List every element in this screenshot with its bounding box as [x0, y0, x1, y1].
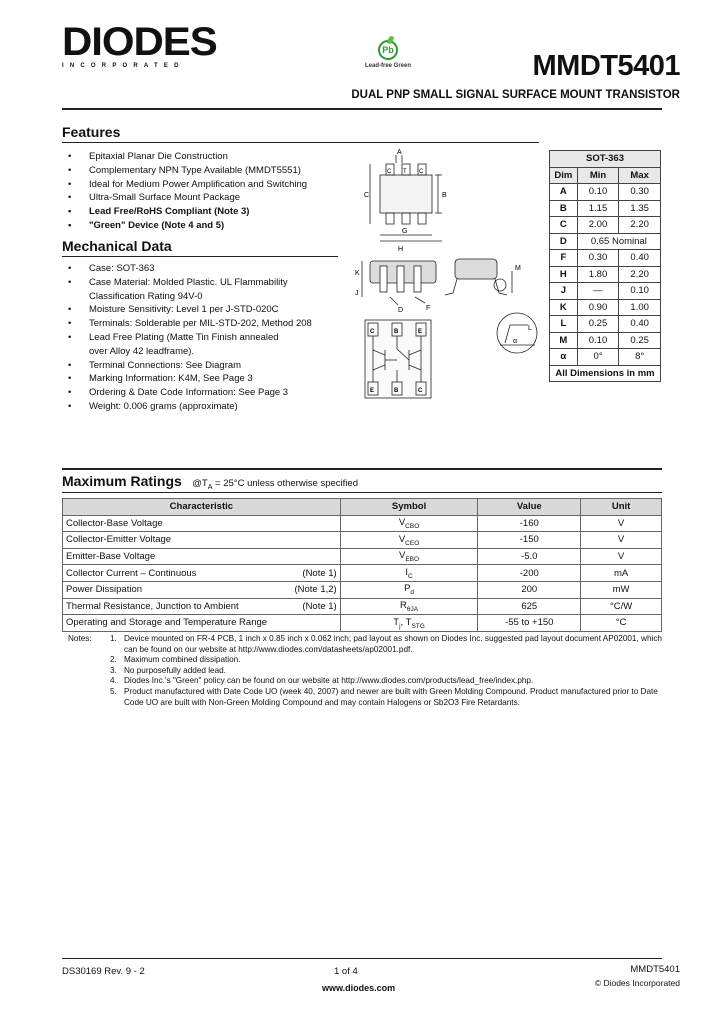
dim-cell: H [550, 266, 578, 283]
table-row [550, 266, 661, 283]
dim-label-alpha: α [513, 338, 518, 345]
value-cell: -5.0 [478, 548, 581, 565]
note-item [110, 655, 668, 666]
value-cell: 200 [478, 581, 581, 598]
note-item [110, 665, 668, 677]
list-item: • Marking Information: K4M, See Page 3 [68, 372, 312, 386]
characteristic-text: Emitter-Base Voltage [66, 551, 156, 563]
value-cell: -160 [478, 515, 581, 532]
min-cell: 0.10 [577, 332, 619, 349]
symbol-sub: θJA [406, 605, 419, 613]
end-view-drawing [445, 259, 537, 353]
list-item: • Terminal Connections: See Diagram [68, 359, 312, 373]
max-cell: 0.40 [619, 250, 661, 267]
dim-table-title: SOT-363 [550, 151, 661, 168]
maximum-ratings-table [62, 498, 662, 632]
unit-cell: °C [581, 615, 662, 632]
min-cell: — [577, 283, 619, 300]
pin-e1-label: E [418, 329, 423, 335]
dim-label-m: M [515, 265, 521, 272]
note-number: 1. [110, 634, 117, 643]
ratings-heading: Maximum Ratings [62, 473, 182, 489]
max-cell: 2.20 [619, 266, 661, 283]
lead-free-badge [358, 40, 418, 80]
min-cell: 0.30 [577, 250, 619, 267]
list-item: • Ultra-Small Surface Mount Package [68, 191, 307, 205]
dim-label-f: F [426, 305, 431, 312]
copyright: © Diodes Incorporated [594, 978, 680, 988]
ratings-condition [192, 478, 358, 489]
characteristic-cell [63, 532, 341, 549]
dim-label-g: G [402, 228, 408, 235]
table-row [550, 332, 661, 349]
table-row [63, 565, 662, 582]
unit-cell: V [581, 532, 662, 549]
table-row [550, 283, 661, 300]
unit-cell: mW [581, 581, 662, 598]
pin-c1-label: C [418, 388, 423, 394]
website-link[interactable]: www.diodes.com [322, 983, 396, 993]
ratings-header: Characteristic [63, 499, 341, 516]
dim-cell: A [550, 184, 578, 201]
characteristic-text: Thermal Resistance, Junction to Ambient [66, 600, 239, 612]
list-item: • Moisture Sensitivity: Level 1 per J-STD-020C [68, 303, 312, 317]
min-cell: 1.15 [577, 200, 619, 217]
side-view-drawing [362, 261, 436, 305]
list-item: • Lead Free Plating (Matte Tin Finish annealed [68, 331, 312, 345]
note-number: 2. [110, 655, 117, 665]
table-row [550, 250, 661, 267]
condition-prefix: @T [192, 478, 208, 489]
note-text: Product manufactured with Date Code UO (week 40, 2007) and newer are built with Green Molding Compound. Product manufactured prior to Date Code UO are built with Non-Green Molding Compound and may contain Halogens or Sb2O3 Fire Retardants. [124, 686, 658, 707]
dimension-table [549, 150, 661, 382]
characteristic-text: Power Dissipation [66, 584, 143, 596]
note-text: No purposefully added lead. [124, 665, 226, 675]
dim-cell: M [550, 332, 578, 349]
footer-divider [62, 958, 662, 959]
value-cell: 625 [478, 598, 581, 615]
ratings-top-divider [62, 468, 662, 470]
max-cell: 8° [619, 349, 661, 366]
table-row [550, 299, 661, 316]
value-cell: -150 [478, 532, 581, 549]
notes-label: Notes: [68, 634, 92, 643]
dim-cell: K [550, 299, 578, 316]
notes-list [110, 634, 668, 708]
symbol-cell [340, 515, 478, 532]
note-text: Maximum combined dissipation. [124, 655, 241, 665]
pin-b1-label: B [394, 329, 399, 335]
note-number: 5. [110, 686, 117, 696]
max-cell: 1.00 [619, 299, 661, 316]
characteristic-cell [63, 581, 341, 598]
symbol-cell [340, 615, 478, 632]
dim-label-l: L [528, 325, 532, 332]
dim-label-d: D [398, 307, 404, 314]
unit-cell: V [581, 548, 662, 565]
symbol-sub: EBO [405, 556, 420, 564]
symbol-text: V [398, 533, 406, 545]
page-number: 1 of 4 [334, 966, 358, 977]
package-outline-diagram [340, 145, 545, 410]
header-divider [62, 108, 662, 110]
max-cell: 0.25 [619, 332, 661, 349]
note-text: Diodes Inc.'s "Green" policy can be found on our website at http://www.diodes.com/products/lead_free/index.php. [124, 676, 534, 686]
note-ref: (Note 1,2) [294, 584, 337, 596]
characteristic-cell [63, 598, 341, 615]
pb-leaf-icon: Pb [378, 40, 398, 60]
ratings-header: Unit [581, 499, 662, 516]
characteristic-text: Collector-Base Voltage [66, 517, 163, 529]
characteristic-cell [63, 515, 341, 532]
unit-cell: mA [581, 565, 662, 582]
dim-label-k: K [355, 270, 360, 277]
note-item [110, 676, 668, 687]
diodes-logo [62, 22, 222, 72]
characteristic-cell [63, 565, 341, 582]
min-cell: 0.10 [577, 184, 619, 201]
symbol-text: R [400, 599, 407, 611]
symbol-text: P [404, 583, 411, 595]
part-number-title: MMDT5401 [532, 50, 680, 82]
symbol-text: V [398, 516, 406, 528]
table-row [550, 233, 661, 250]
dim-cell: F [550, 250, 578, 267]
list-item: • Complementary NPN Type Available (MMDT5551) [68, 164, 307, 178]
dim-header: Max [619, 167, 661, 184]
dim-label-h: H [398, 246, 404, 253]
dim-cell: D [550, 233, 578, 250]
dim-table-footer: All Dimensions in mm [550, 365, 661, 382]
min-cell: 0.25 [577, 316, 619, 333]
dim-label-b: B [442, 192, 447, 199]
characteristic-cell [63, 548, 341, 565]
note-item [110, 686, 668, 708]
pin-e2-label: E [370, 388, 375, 394]
list-item: • Terminals: Solderable per MIL-STD-202, Method 208 [68, 317, 312, 331]
dim-header: Min [577, 167, 619, 184]
dim-label-c: C [364, 192, 370, 199]
note-ref: (Note 1) [302, 600, 337, 612]
mechanical-rule [62, 256, 338, 257]
max-cell: 2.20 [619, 217, 661, 234]
pin-c2-label: C [370, 329, 375, 335]
pin-label: T [403, 169, 407, 175]
value-cell: -55 to +150 [478, 615, 581, 632]
max-cell: 1.35 [619, 200, 661, 217]
list-item: • Case: SOT-363 [68, 262, 312, 276]
list-item: • Lead Free/RoHS Compliant (Note 3) [68, 205, 307, 219]
symbol-cell [340, 581, 478, 598]
features-rule [62, 142, 539, 143]
unit-cell: V [581, 515, 662, 532]
max-cell: 0.10 [619, 283, 661, 300]
ratings-heading-line [62, 473, 358, 491]
table-row [63, 615, 662, 632]
table-row [550, 316, 661, 333]
table-row [63, 581, 662, 598]
dim-header: Dim [550, 167, 578, 184]
symbol-text: T [393, 616, 400, 628]
pin-label: C [387, 169, 392, 175]
unit-cell: °C/W [581, 598, 662, 615]
list-item: • Ordering & Date Code Information: See Page 3 [68, 386, 312, 400]
min-cell: 0° [577, 349, 619, 366]
ratings-header: Value [478, 499, 581, 516]
max-cell: 0.30 [619, 184, 661, 201]
min-cell: 1.80 [577, 266, 619, 283]
list-item: • Case Material: Molded Plastic. UL Flammability [68, 276, 312, 290]
table-row [63, 532, 662, 549]
symbol-cell [340, 598, 478, 615]
table-row [550, 184, 661, 201]
characteristic-text: Collector-Emitter Voltage [66, 534, 172, 546]
symbol-cell [340, 532, 478, 549]
note-item [110, 634, 668, 655]
list-item-text: over Alloy 42 leadframe). [89, 345, 195, 357]
dim-cell: C [550, 217, 578, 234]
condition-suffix: = 25°C unless otherwise specified [212, 478, 358, 489]
nominal-cell: 0.65 Nominal [577, 233, 660, 250]
symbol-sub-2: STG [411, 622, 425, 630]
dim-cell: α [550, 349, 578, 366]
lead-free-label: Lead-free Green [364, 63, 412, 69]
value-cell: -200 [478, 565, 581, 582]
list-item-text: Classification Rating 94V-0 [89, 290, 203, 302]
list-item: • Weight: 0.006 grams (approximate) [68, 400, 312, 414]
max-cell: 0.40 [619, 316, 661, 333]
list-item: • "Green" Device (Note 4 and 5) [68, 219, 307, 233]
table-row [63, 515, 662, 532]
pin-b2-label: B [394, 388, 399, 394]
dim-cell: J [550, 283, 578, 300]
symbol-sub: d [410, 589, 415, 597]
note-ref: (Note 1) [302, 567, 337, 579]
symbol-sub: CBO [405, 522, 420, 530]
pin-label: C [419, 169, 424, 175]
characteristic-text: Operating and Storage and Temperature Range [66, 617, 268, 629]
dim-label-a: A [397, 149, 402, 156]
table-row [550, 217, 661, 234]
symbol-cell [340, 565, 478, 582]
notes-section [68, 634, 668, 708]
doc-number: DS30169 Rev. 9 - 2 [62, 966, 145, 977]
dim-cell: B [550, 200, 578, 217]
features-list [68, 150, 307, 233]
ratings-rule [62, 492, 662, 493]
device-subtitle: DUAL PNP SMALL SIGNAL SURFACE MOUNT TRANSISTOR [351, 89, 680, 101]
table-row [63, 598, 662, 615]
symbol-sub: C [408, 572, 413, 580]
min-cell: 2.00 [577, 217, 619, 234]
mechanical-list [68, 262, 312, 414]
symbol-sub: j [399, 622, 401, 630]
symbol-cell [340, 548, 478, 565]
characteristic-text: Collector Current – Continuous [66, 567, 197, 579]
dim-label-j: J [355, 290, 359, 297]
characteristic-cell [63, 615, 341, 632]
symbol-text-2: , T [400, 616, 412, 628]
table-row [550, 349, 661, 366]
dim-cell: L [550, 316, 578, 333]
table-row [550, 200, 661, 217]
symbol-text: V [399, 550, 406, 562]
note-text: Device mounted on FR-4 PCB, 1 inch x 0.85 inch x 0.062 inch; pad layout as shown on Diodes Inc. suggested pad layout document AP02001, which can be found on our website at http://www.diodes.com/datasheets/ap02001.pdf. [124, 634, 662, 654]
symbol-text: I [405, 566, 409, 578]
list-item-continuation [68, 345, 312, 359]
min-cell: 0.90 [577, 299, 619, 316]
list-item: • Epitaxial Planar Die Construction [68, 150, 307, 164]
note-number: 4. [110, 676, 117, 686]
features-heading: Features [62, 124, 121, 140]
logo-subtitle: INCORPORATED [62, 63, 185, 69]
ratings-header: Symbol [340, 499, 478, 516]
logo-wordmark: DIODES [62, 20, 217, 64]
table-row [63, 548, 662, 565]
condition-sub: A [207, 483, 213, 491]
list-item-continuation [68, 290, 312, 304]
mechanical-heading: Mechanical Data [62, 238, 172, 254]
symbol-sub: CEO [405, 539, 420, 547]
footer-part-number: MMDT5401 [630, 964, 680, 975]
note-number: 3. [110, 665, 117, 675]
list-item: • Ideal for Medium Power Amplification and Switching [68, 178, 307, 192]
